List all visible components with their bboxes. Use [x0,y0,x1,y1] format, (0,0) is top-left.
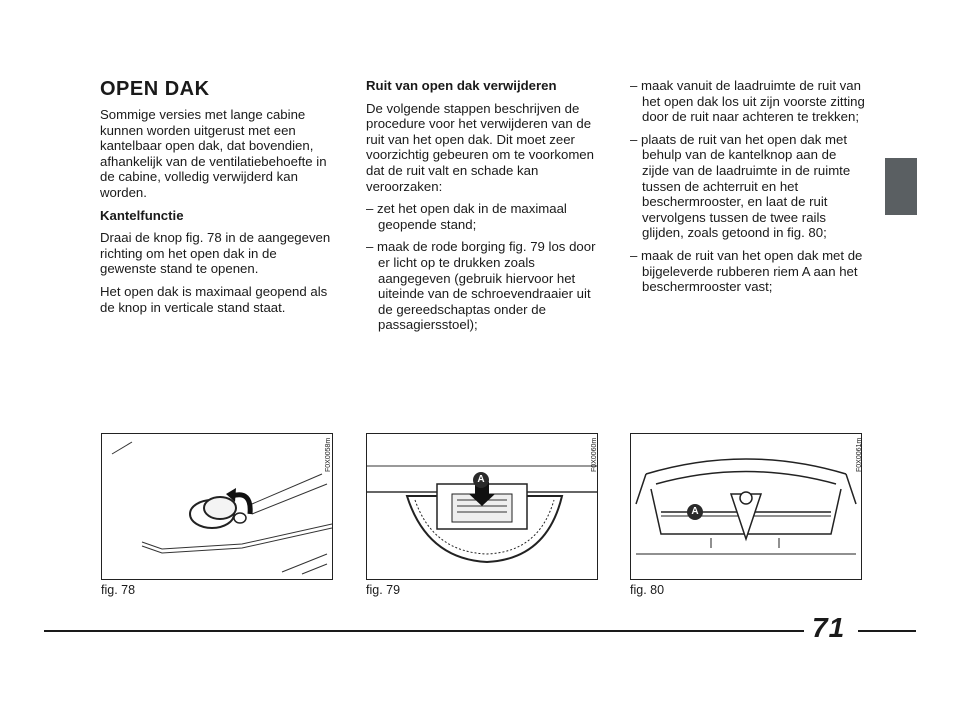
footer-rule-left [44,630,804,632]
column-2 [366,78,604,340]
step-item: – maak de rode borging fig. 79 los door er licht op te drukken zoals aangegeven (gebruik hiervoor het uiteinde van de schroevendraaier uit de gereedschaptas onder de passagiersstoel); [366,239,596,333]
cargo-grille-illustration [631,434,861,579]
figure-code: F0X0058m [325,437,332,472]
figure-caption: fig. 78 [101,583,136,597]
figure-code: F0X0060m [591,437,598,472]
step-item: – zet het open dak in de maximaal geopende stand; [366,201,567,232]
figure-caption: fig. 79 [366,583,401,597]
paragraph: Sommige versies met lange cabine kunnen worden uitgerust met een kantelbaar open dak, dat bovendien, afhankelijk van de ventilatiebehoefte in de cabine, volledig verwijderd kan worden. [100,107,327,200]
step-item: – maak vanuit de laadruimte de ruit van het open dak los uit zijn voorste zitting door de ruit naar achteren te trekken; [630,78,865,125]
label-a-badge: A [687,504,703,520]
subheading: Ruit van open dak verwijderen [366,78,557,93]
step-item: – maak de ruit van het open dak met de bijgeleverde rubberen riem A aan het beschermrooster vast; [630,247,863,295]
step-item: – plaats de ruit van het open dak met behulp van de kantelknop aan de zijde van de laadruimte in de ruimte tussen de achterruit en het beschermrooster, en laat de ruit vervolgens tussen de twee rails glijden, zoals getoond in fig. 80; [630,131,851,241]
figure-caption: fig. 80 [630,583,665,597]
figure-80 [630,433,862,580]
column-1 [100,78,336,322]
footer-rule-right [858,630,916,632]
column-3 [630,78,866,302]
label-a-badge: A [473,472,489,488]
figure-code: F0X0061m [856,437,863,472]
page-number: 71 [812,612,846,643]
red-latch-illustration [367,434,597,579]
figure-79 [366,433,598,580]
subheading: Kantelfunctie [100,207,184,223]
section-title: OPEN DAK [100,78,210,100]
paragraph: De volgende stappen beschrijven de procedure voor het verwijderen van de ruit van het open dak. Dit moet zeer voorzichtig gebeuren om te voorkomen dat de ruit valt en schade kan veroorzaken: [366,100,594,194]
roof-knob-illustration [102,434,332,579]
paragraph: Het open dak is maximaal geopend als de knop in verticale stand staat. [100,283,328,315]
figure-78 [101,433,333,580]
chapter-tab [885,158,917,215]
paragraph: Draai de knop fig. 78 in de aangegeven richting om het open dak in de gewenste stand te openen. [100,230,331,277]
